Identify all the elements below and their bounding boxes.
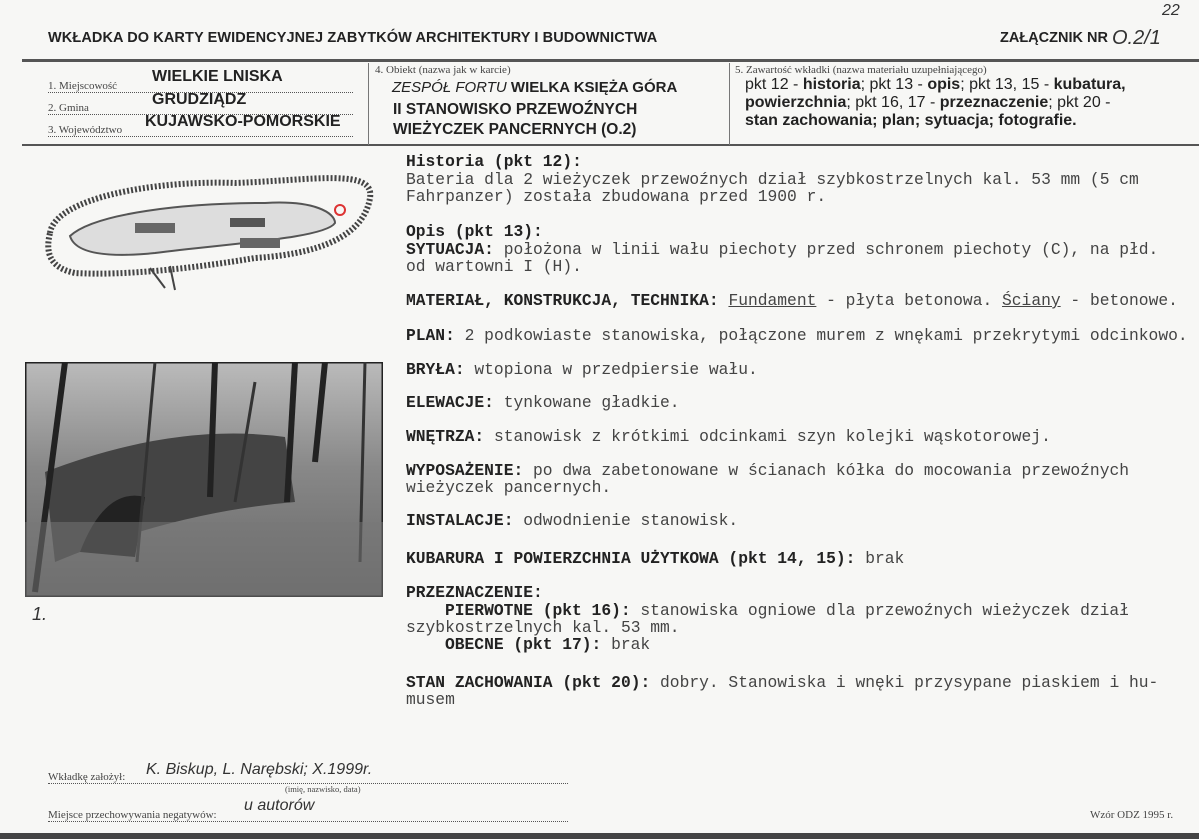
stan-line-1: STAN ZACHOWANIA (pkt 20): dobry. Stanowiska i wnęki przysypane piaskiem i hu- <box>406 673 1159 692</box>
wojewodztwo-row: 3. Województwo <box>48 124 353 137</box>
sytuacja-line-2: od wartowni I (H). <box>406 257 582 276</box>
site-plan-map <box>35 158 385 298</box>
gmina-row: 2. Gmina <box>48 102 353 115</box>
obiekt-label: 4. Obiekt (nazwa jak w karcie) <box>375 64 511 76</box>
pierwotne-line-2: szybkostrzelnych kal. 53 mm. <box>406 618 680 637</box>
wyposazenie-line-1: WYPOSAŻENIE: po dwa zabetonowane w ścianach kółka do mocowania przewoźnych <box>406 461 1130 480</box>
opis-heading: Opis (pkt 13): <box>406 222 543 241</box>
elewacje-line: ELEWACJE: tynkowane gładkie. <box>406 393 680 412</box>
historia-text-2: Fahrpanzer) została zbudowana przed 1900 r. <box>406 187 827 206</box>
zawartosc-label: 5. Zawartość wkładki (nazwa materiału uzupełniającego) <box>735 64 987 76</box>
przeznaczenie-heading: PRZEZNACZENIE: <box>406 583 543 602</box>
obiekt-line-2: II STANOWISKO PRZEWOŹNYCH <box>393 101 638 118</box>
stan-line-2: musem <box>406 690 455 709</box>
annex-number: O.2/1 <box>1112 27 1161 49</box>
wyposazenie-line-2: wieżyczek pancernych. <box>406 478 612 497</box>
negatywy-row: Miejsce przechowywania negatywów: <box>48 809 568 822</box>
wojewodztwo-value: KUJAWSKO-POMORSKIE <box>145 113 341 130</box>
negatywy-value: u autorów <box>244 797 315 814</box>
pierwotne-line-1: PIERWOTNE (pkt 16): stanowiska ogniowe dla przewoźnych wieżyczek dział <box>445 601 1129 620</box>
kubatura-line: KUBARURA I POWIERZCHNIA UŻYTKOWA (pkt 14, 15): brak <box>406 549 905 568</box>
page-number: 22 <box>1162 2 1180 19</box>
material-line: MATERIAŁ, KONSTRUKCJA, TECHNIKA: Fundament - płyta betonowa. Ściany - betonowe. <box>406 291 1178 310</box>
wzor-label: Wzór ODZ 1995 r. <box>1090 809 1174 821</box>
fields-bottom-rule <box>22 144 1199 146</box>
photo-caption: 1. <box>32 604 48 624</box>
photo-bunker <box>25 362 383 597</box>
divider <box>729 63 730 145</box>
obiekt-line-1: ZESPÓŁ FORTU WIELKA KSIĘŻA GÓRA <box>392 79 678 96</box>
bryla-line: BRYŁA: wtopiona w przedpiersie wału. <box>406 360 758 379</box>
divider <box>368 63 369 145</box>
top-rule <box>22 59 1199 62</box>
obecne-line: OBECNE (pkt 17): brak <box>445 635 651 654</box>
document-title: WKŁADKA DO KARTY EWIDENCYJNEJ ZABYTKÓW ARCHITEKTURY I BUDOWNICTWA <box>48 30 658 46</box>
annex-label: ZAŁĄCZNIK NR <box>1000 30 1108 46</box>
historia-heading: Historia (pkt 12): <box>406 152 582 171</box>
zalozyl-hint: (imię, nazwisko, data) <box>285 784 361 794</box>
historia-text-1: Bateria dla 2 wieżyczek przewoźnych dział szybkostrzelnych kal. 53 mm (5 cm <box>406 170 1139 189</box>
zawartosc-value: pkt 12 - historia; pkt 13 - opis; pkt 13, 15 - kubatura, powierzchnia; pkt 16, 17 - przeznaczenie; pkt 20 - stan zachowania; plan; sytuacja; fotografie. <box>745 76 1126 129</box>
gmina-value: GRUDZIĄDZ <box>152 91 247 108</box>
sytuacja-line-1: SYTUACJA: położona w linii wału piechoty przed schronem piechoty (C), na płd. <box>406 240 1159 259</box>
zalozyl-value: K. Biskup, L. Narębski; X.1999r. <box>146 761 373 778</box>
miejscowosc-value: WIELKIE LNISKA <box>152 68 283 85</box>
instalacje-line: INSTALACJE: odwodnienie stanowisk. <box>406 511 739 530</box>
location-marker-icon <box>335 205 345 215</box>
miejscowosc-row: 1. Miejscowość <box>48 80 353 93</box>
zalozyl-row: Wkładkę założył: <box>48 771 568 784</box>
plan-line: PLAN: 2 podkowiaste stanowiska, połączone murem z wnękami przekrytymi odcinkowo. <box>406 326 1188 345</box>
wnetrza-line: WNĘTRZA: stanowisk z krótkimi odcinkami szyn kolejki wąskotorowej. <box>406 427 1051 446</box>
scan-edge <box>0 833 1199 839</box>
obiekt-line-3: WIEŻYCZEK PANCERNYCH (O.2) <box>393 121 637 138</box>
